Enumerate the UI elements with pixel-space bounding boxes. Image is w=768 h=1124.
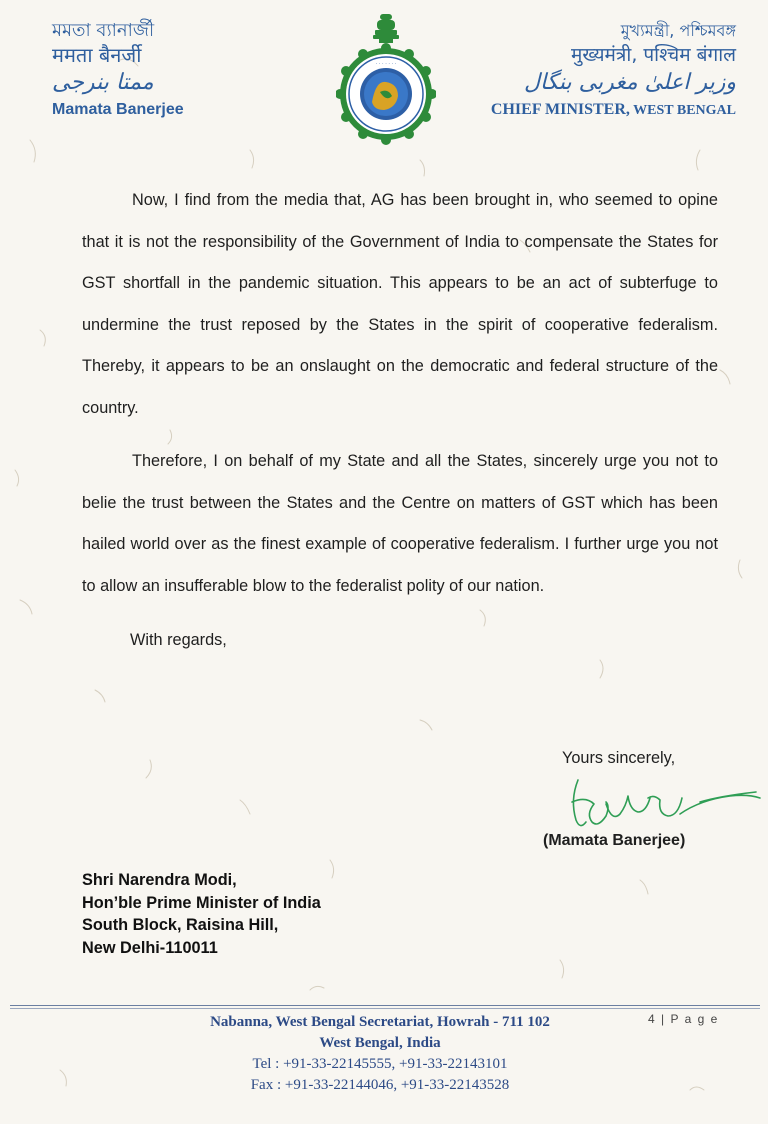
- lion-capital-icon: [373, 14, 399, 43]
- state-emblem-logo: [336, 12, 436, 148]
- footer-fax: Fax : +91-33-22144046, +91-33-22143528: [250, 1077, 510, 1093]
- paragraph-2: Therefore, I on behalf of my State and all the States, sincerely urge you not to belie the trust between the States and the Centre on matters of GST which has been hailed world over as the finest example of cooperative federalism. I further urge you not to allow an insufferable blow to the federalist polity of our nation.: [82, 452, 718, 595]
- addressee-line-1: Shri Narendra Modi,: [82, 871, 237, 889]
- footer-address-line-1: Nabanna, West Bengal Secretariat, Howrah - 711 102: [210, 1014, 550, 1030]
- footer-address-line-2: West Bengal, India: [319, 1035, 441, 1051]
- title-english-state: WEST BENGAL: [633, 103, 736, 118]
- name-hindi: ममता बैनर्जी: [52, 43, 142, 67]
- signature-icon: [560, 772, 765, 834]
- regards-line: With regards,: [130, 631, 227, 649]
- name-bengali: মমতা ব্যানার্জী: [52, 20, 155, 41]
- footer-tel: Tel : +91-33-22145555, +91-33-22143101: [252, 1056, 508, 1072]
- name-english: Mamata Banerjee: [52, 101, 184, 118]
- name-urdu: ممتا بنرجی: [52, 70, 154, 95]
- title-hindi: मुख्यमंत्री, पश्चिम बंगाल: [571, 44, 736, 66]
- closing-sincerely: Yours sincerely,: [562, 749, 676, 767]
- paragraph-1: Now, I find from the media that, AG has been brought in, who seemed to opine that it is not the responsibility of the Government of India to compensate the States for GST shortfall in the pandemic situation. This appears to be an act of subterfuge to undermine the trust reposed by the States in the spirit of cooperative federalism. Thereby, it appears to be an onslaught on the democratic and federal structure of the country.: [82, 191, 718, 417]
- footer-divider: [10, 1005, 760, 1006]
- letter-body: [82, 180, 718, 662]
- letterhead-right: [491, 20, 736, 121]
- letterhead-left: [52, 20, 184, 120]
- title-english-main: CHIEF MINISTER,: [490, 101, 630, 118]
- title-bengali: মুখ্যমন্ত্রী, পশ্চিমবঙ্গ: [620, 21, 736, 40]
- footer-divider-thin: [10, 1008, 760, 1009]
- addressee-line-3: South Block, Raisina Hill,: [82, 916, 279, 934]
- addressee-line-4: New Delhi-110011: [82, 938, 218, 957]
- addressee-line-2: Hon’ble Prime Minister of India: [82, 893, 321, 912]
- title-urdu: وزیر اعلیٰ مغربی بنگال: [524, 70, 736, 95]
- title-english: [491, 100, 736, 121]
- svg-text:· · · · · · ·: · · · · · · ·: [375, 61, 397, 67]
- footer-address: [150, 1012, 610, 1096]
- signatory-name: (Mamata Banerjee): [543, 832, 686, 849]
- page-number: 4 | P a g e: [648, 1012, 719, 1026]
- addressee-block: [82, 869, 321, 959]
